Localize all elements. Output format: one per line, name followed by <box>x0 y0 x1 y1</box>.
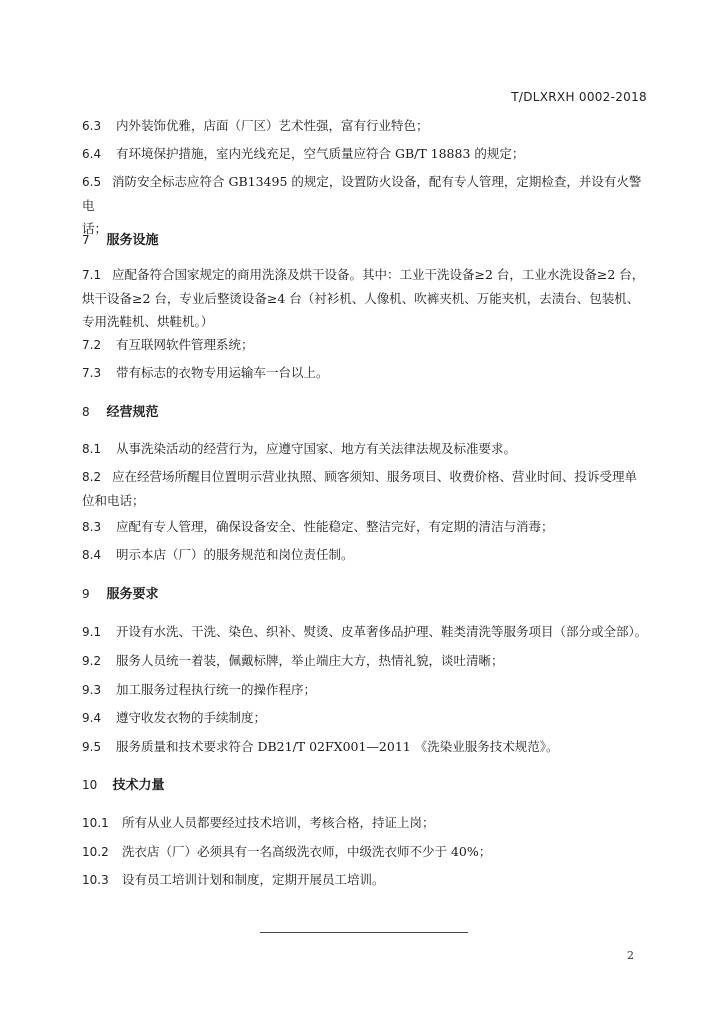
end-rule-divider <box>260 932 468 933</box>
clause-number: 6.3 <box>82 119 102 133</box>
clause-text: 遵守收发衣物的手续制度； <box>115 710 266 725</box>
clause-number: 10.1 <box>82 816 109 830</box>
clause-text: 应配有专人管理，确保设备安全、性能稳定、整洁完好，有定期的清洁与消毒； <box>115 519 554 534</box>
clause-number: 7.2 <box>82 338 102 352</box>
clause-7-2 <box>82 333 648 357</box>
clause-7-1 <box>82 263 648 333</box>
clause-6-3 <box>82 114 648 138</box>
clause-8-3 <box>82 515 648 539</box>
clause-10-2 <box>82 840 648 864</box>
clause-10-3 <box>82 868 648 892</box>
clause-number: 9.3 <box>82 683 102 697</box>
clause-text: 有互联网软件管理系统； <box>115 337 254 352</box>
clause-number: 9.2 <box>82 654 102 668</box>
clause-7-3 <box>82 361 648 385</box>
section-title: 技术力量 <box>112 778 165 793</box>
clause-text: 加工服务过程执行统一的操作程序； <box>115 682 316 697</box>
clause-9-2 <box>82 649 648 673</box>
clause-10-1 <box>82 811 648 835</box>
section-number: 10 <box>82 778 98 792</box>
clause-text: 设有员工培训计划和制度，定期开展员工培训。 <box>121 872 385 887</box>
page-number: 2 <box>627 949 634 962</box>
document-code: T/DLXRXH 0002-2018 <box>511 90 647 104</box>
section-title: 经营规范 <box>106 405 159 420</box>
clause-8-2 <box>82 465 648 512</box>
clause-6-4 <box>82 142 648 166</box>
clause-text-line1: 应在经营场所醒目位置明示营业执照、顾客须知、服务项目、收费价格、营业时间、投诉受理单 <box>112 469 638 484</box>
clause-number: 10.3 <box>82 873 109 887</box>
section-heading-9 <box>82 583 648 606</box>
clause-number: 9.4 <box>82 711 102 725</box>
clause-number: 7.1 <box>82 268 102 282</box>
clause-text-line1: 应配备符合国家规定的商用洗涤及烘干设备。其中：工业干洗设备≥2 台，工业水洗设备≥2 台， <box>112 267 645 282</box>
clause-text-line3: 专用洗鞋机、烘鞋机。） <box>82 314 214 329</box>
clause-text: 服务人员统一着装，佩戴标牌，举止端庄大方，热情礼貌，谈吐清晰； <box>115 653 504 668</box>
section-number: 8 <box>82 405 90 419</box>
section-heading-8 <box>82 401 648 424</box>
clause-text: 洗衣店（厂）必须具有一名高级洗衣师，中级洗衣师不少于 40%； <box>121 844 492 859</box>
section-number: 9 <box>82 587 90 601</box>
clause-text: 内外装饰优雅，店面（厂区）艺术性强，富有行业特色； <box>115 118 429 133</box>
clause-number: 8.2 <box>82 470 102 484</box>
clause-text-line2: 烘干设备≥2 台，专业后整烫设备≥4 台（衬衫机、人像机、吹裤夹机、万能夹机，去渍台、包装机、 <box>82 291 640 306</box>
clause-text: 带有标志的衣物专用运输车一台以上。 <box>115 365 329 380</box>
clause-number: 6.4 <box>82 147 102 161</box>
clause-number: 8.3 <box>82 520 102 534</box>
section-title: 服务设施 <box>106 233 159 248</box>
clause-9-3 <box>82 678 648 702</box>
clause-8-4 <box>82 543 648 567</box>
clause-number: 6.5 <box>82 175 102 189</box>
clause-number: 9.5 <box>82 740 102 754</box>
clause-number: 10.2 <box>82 845 109 859</box>
clause-text-line1: 消防安全标志应符合 GB13495 的规定，设置防火设备，配有专人管理，定期检查，并设有火警电 <box>82 174 642 213</box>
clause-text: 所有从业人员都要经过技术培训，考核合格，持证上岗； <box>121 815 435 830</box>
clause-9-5 <box>82 735 648 759</box>
clause-number: 7.3 <box>82 366 102 380</box>
clause-number: 8.4 <box>82 548 102 562</box>
clause-text: 开设有水洗、干洗、染色、织补、熨烫、皮革奢侈品护理、鞋类清洗等服务项目（部分或全部）。 <box>115 624 648 639</box>
clause-8-1 <box>82 437 648 461</box>
section-number: 7 <box>82 233 90 247</box>
clause-9-1 <box>82 620 648 644</box>
section-heading-7 <box>82 229 648 252</box>
clause-text: 有环境保护措施，室内光线充足，空气质量应符合 GB/T 18883 的规定； <box>115 146 525 161</box>
clause-number: 9.1 <box>82 625 102 639</box>
clause-text: 从事洗染活动的经营行为，应遵守国家、地方有关法律法规及标准要求。 <box>115 441 516 456</box>
clause-text: 明示本店（厂）的服务规范和岗位责任制。 <box>115 547 354 562</box>
clause-text-line2: 位和电话； <box>82 493 145 508</box>
section-title: 服务要求 <box>106 587 159 602</box>
section-heading-10 <box>82 774 648 797</box>
clause-text: 服务质量和技术要求符合 DB21/T 02FX001—2011 《洗染业服务技术规范》。 <box>115 739 559 754</box>
clause-text-line2: 话； <box>82 221 108 236</box>
clause-9-4 <box>82 706 648 730</box>
clause-number: 8.1 <box>82 442 102 456</box>
